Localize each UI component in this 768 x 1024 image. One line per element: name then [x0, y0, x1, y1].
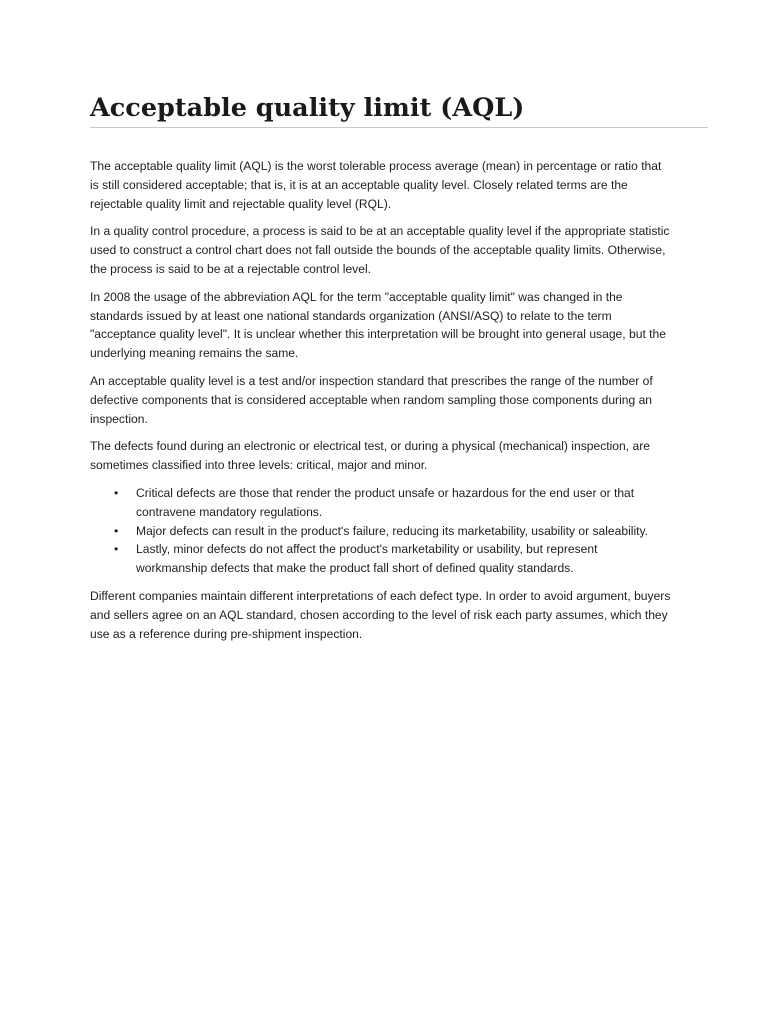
list-item-text: Major defects can result in the product's failure, reducing its marketability, usability or saleability.: [136, 523, 649, 538]
list-item-major: [90, 522, 672, 541]
bullet-marker: •: [114, 485, 119, 500]
bullet-marker: •: [114, 542, 119, 557]
paragraph-control-procedure: In a quality control procedure, a process is said to be at an acceptable quality level if the appropriate statistic used to construct a control chart does not fall outside the bounds of the acceptable quality limits. Otherwise, the process is said to be at a rejectable control level.: [90, 224, 670, 276]
bullet-marker: •: [114, 523, 119, 538]
paragraph-2008-usage: In 2008 the usage of the abbreviation AQL for the term "acceptable quality limit" was changed in the standards issued by at least one national standards organization (ANSI/ASQ) to relate to the term "acceptance quality level". It is unclear whether this interpretation will be brought into general usage, but the underlying meaning remains the same.: [90, 289, 666, 361]
paragraph-closing: Different companies maintain different interpretations of each defect type. In order to avoid argument, buyers and sellers agree on an AQL standard, chosen according to the level of risk each party assumes, which they use as a reference during pre-shipment inspection.: [90, 588, 671, 641]
paragraph-definition: The acceptable quality limit (AQL) is the worst tolerable process average (mean) in percentage or ratio that is still considered acceptable; that is, it is at an acceptable quality level. Closely related terms are the rejectable quality limit and rejectable quality level (RQL).: [90, 159, 662, 211]
document-body: [90, 157, 672, 652]
list-item-critical: [90, 484, 672, 522]
list-item-text: Critical defects are those that render the product unsafe or hazardous for the end user or that contravene mandatory regulations.: [136, 485, 635, 519]
list-item-minor: [90, 540, 672, 578]
paragraph-inspection-standard: An acceptable quality level is a test and/or inspection standard that prescribes the range of the number of defective components that is considered acceptable when random sampling those components during an inspection.: [90, 373, 653, 426]
defect-list: [90, 484, 672, 578]
list-item-text: Lastly, minor defects do not affect the product's marketability or usability, but represent workmanship defects that make the product fall short of defined quality standards.: [136, 542, 598, 576]
title-divider: [90, 127, 708, 128]
paragraph-defect-levels: The defects found during an electronic or electrical test, or during a physical (mechanical) inspection, are sometimes classified into three levels: critical, major and minor.: [90, 439, 650, 473]
page-title: Acceptable quality limit (AQL): [90, 93, 525, 123]
